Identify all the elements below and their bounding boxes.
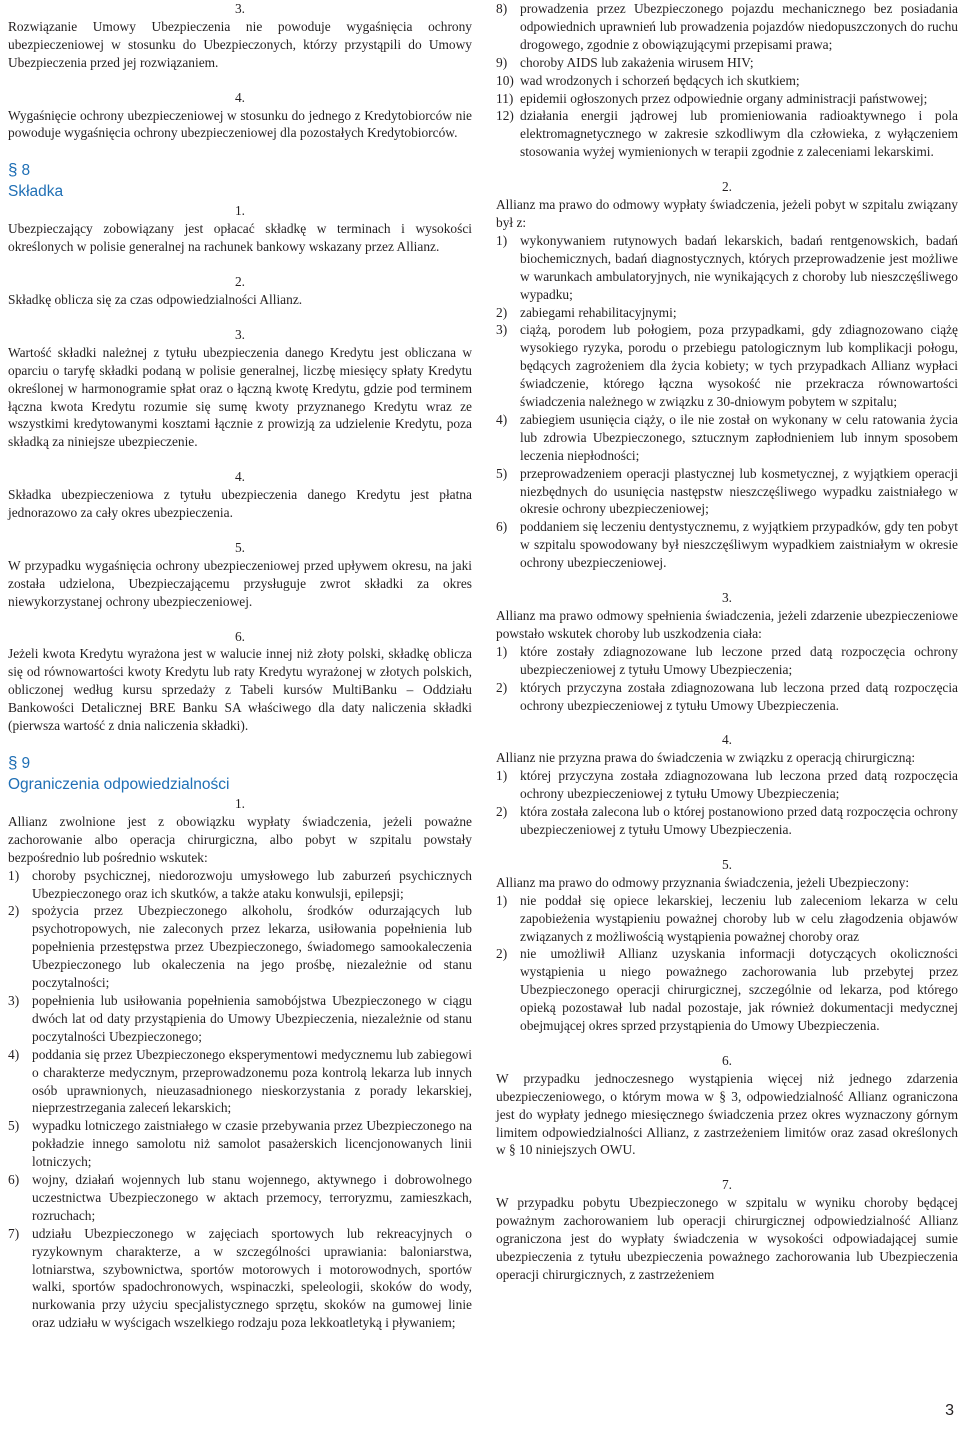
list-item-text: poddania się przez Ubezpieczonego eksperymentowi medycznemu lub zabiegowi o charakterze medycznym, przeprowadzonemu poza kontrolą lekarza lub innych osób uprawnionych, nieuzasadnionego nieskorzystania z porady lekarskiej, nieprzestrzegania zaleceń lekarskich; (32, 1046, 472, 1116)
list-item (8, 867, 472, 903)
list-item (496, 803, 958, 839)
paragraph-text: Allianz ma prawo do odmowy przyznania świadczenia, jeżeli Ubezpieczony: (496, 874, 910, 890)
list-marker: 1) (496, 768, 508, 784)
paragraph-number: 3. (234, 1, 246, 16)
list-item (496, 411, 958, 465)
paragraph-list (496, 767, 958, 839)
list-marker: 6) (496, 519, 508, 535)
list-item-text: wykonywaniem rutynowych badań lekarskich, badań rentgenowskich, badań biochemicznych, badań diagnostycznych, których przeprowadzenie jest możliwe w warunkach ambulatoryjnych, nie wynikających z choroby lub nieszczęśliwego wypadku; (520, 232, 958, 302)
spacer (496, 572, 958, 589)
list-marker: 8) (496, 1, 508, 16)
list-marker: 3) (8, 992, 20, 1008)
paragraph-number: 3. (721, 590, 733, 606)
list-item (496, 321, 958, 411)
paragraph-number: 6. (721, 1052, 733, 1068)
paragraph-number: 3. (234, 326, 246, 342)
paragraph-number: 1. (234, 203, 246, 219)
list-item-text: udziału Ubezpieczonego w zajęciach sportowych lub rekreacyjnych o ryzykownym charakterze, a w szczególności uprawiania: baloniarstwa, lotniarstwa, szybownictwa, sportów motorowych i motorowodnych, sportów walki, sportów spadochronowych, wspinaczki, speleologii, skoków do wody, nurkowania przy użyciu specjalistycznego sprzętu, skoków na gumowej linie oraz udziału w wyścigach wszelkiego rodzaju poza lekkoatletyką i pływaniem; (32, 1225, 472, 1331)
paragraph-number: 4. (721, 732, 733, 748)
right-column (496, 0, 958, 1284)
list-item-text: zabiegami rehabilitacyjnymi; (520, 304, 677, 320)
list-item-text: których przyczyna została zdiagnozowana lub leczona przed datą rozpoczęcia ochrony ubezpieczeniowej z tytułu Umowy Ubezpieczenia. (520, 679, 958, 713)
spacer (496, 161, 958, 178)
list-marker: 6) (8, 1172, 20, 1188)
paragraph-number: 6. (234, 628, 246, 644)
spacer (8, 256, 472, 273)
exclusions-list-continued (496, 0, 958, 161)
section-sign-icon: § (8, 753, 18, 772)
spacer (496, 839, 958, 856)
list-marker: 4) (8, 1046, 20, 1062)
section-sign-icon: § (8, 160, 18, 180)
spacer (496, 714, 958, 731)
paragraph-number: 2. (234, 274, 246, 290)
list-item-text: zabiegiem usunięcia ciąży, o ile nie został on wykonany w celu ratowania życia lub zdrowia Ubezpieczonego, sztucznym zapłodnieniem lub innym sposobem leczenia niepłodności; (520, 411, 958, 463)
list-item-text: wad wrodzonych i schorzeń będących ich skutkiem; (520, 72, 800, 88)
list-marker: 3) (496, 322, 508, 338)
section-9-paragraphs (496, 161, 958, 1284)
list-item (496, 232, 958, 304)
list-item (496, 0, 958, 54)
paragraph-text: Allianz nie przyzna prawa do świadczenia w związku z operacją chirurgiczną: (496, 750, 916, 766)
list-item-text: wypadku lotniczego zaistniałego w czasie przebywania przez Ubezpieczonego na pokładzie innego samolotu niż samolot pasażerskich licencjonowanych linii lotniczych; (32, 1118, 472, 1170)
paragraph-text: Składkę oblicza się za czas odpowiedzialności Allianz. (8, 291, 303, 307)
list-marker: 1) (496, 643, 508, 659)
list-marker: 10) (496, 72, 514, 88)
paragraph-number: 1. (234, 796, 246, 811)
list-item (8, 1046, 472, 1118)
list-marker: 2) (8, 903, 20, 919)
paragraph-text: Składka ubezpieczeniowa z tytułu ubezpieczenia danego Kredytu jest płatna jednorazowo za cały okres ubezpieczenia. (8, 487, 472, 521)
paragraph-list (496, 232, 958, 572)
list-marker: 9) (496, 54, 508, 70)
paragraph-number: 7. (721, 1177, 733, 1193)
section-number: 9 (21, 755, 31, 772)
list-item (8, 1117, 472, 1171)
section-heading (8, 159, 472, 181)
paragraph-text: W przypadku jednoczesnego wystąpienia więcej niż jednego zdarzenia ubezpieczeniowego, o którym mowa w § 3, odpowiedzialność Allianz ograniczona jest do wypłaty jednego miesięcznego świadczenia przez okres wyznaczony górnym limitem odpowiedzialności Allianz, z zastrzeżeniem limitów oraz zasad określonych w § 10 niniejszych OWU. (496, 1070, 958, 1158)
paragraph-number: 5. (234, 539, 246, 555)
paragraph-number: 4. (234, 469, 246, 485)
list-item (496, 54, 958, 72)
spacer (8, 309, 472, 326)
list-item-text: choroby AIDS lub zakażenia wirusem HIV; (520, 54, 754, 70)
list-item (8, 1225, 472, 1332)
paragraph-text: Wygaśnięcie ochrony ubezpieczeniowej w stosunku do jednego z Kredytobiorców nie powoduje wygaśnięcia ochrony ubezpieczeniowej dla pozostałych Kredytobiorców. (8, 107, 472, 141)
list-item-text: przeprowadzeniem operacji plastycznej lub kosmetycznej, z wyjątkiem operacji niezbędnych do usunięcia następstw nieszczęśliwego wypadku zaistniałego w okresie ochrony ubezpieczeniowej; (520, 465, 958, 517)
paragraph-text: Jeżeli kwota Kredytu wyrażona jest w walucie innej niż złoty polski, składkę oblicza się od równowartości kwoty Kredytu lub raty Kredytu wyrażonej w złotych polskich, obliczonej według kursu sprzedaży z Tabeli kursów MultiBanku – Oddziału Bankowości Detalicznej BRE Banku SA właściwego dla daty naliczenia składki (pierwsza wartość z dnia naliczenia składki). (8, 646, 472, 734)
paragraph-list (496, 892, 958, 1035)
spacer (8, 522, 472, 539)
list-item (496, 518, 958, 572)
list-item-text: ciążą, porodem lub połogiem, poza przypadkami, gdy zdiagnozowano ciążę wysokiego ryzyka, porodu o przebiegu patologicznym lub komplikacji połogu, będących zagrożeniem dla życia kobiety; w tych przypadkach Allianz wypłaci świadczenie, którego łączna wysokość nie przekracza równowartości świadczenia należnego w związku z 30-dniowym pobytem w szpitalu; (520, 322, 958, 410)
list-item (496, 643, 958, 679)
paragraph-number: 5. (721, 856, 733, 872)
exclusions-list (8, 867, 472, 1333)
spacer (8, 611, 472, 628)
list-marker: 5) (496, 465, 508, 481)
list-marker: 2) (496, 304, 508, 320)
list-item-text: wojny, działań wojennych lub stanu wojennego, aktywnego i dobrowolnego uczestnictwa Ubezpieczonego w aktach przemocy, terroryzmu, zamieszkach, rozruchach; (32, 1172, 472, 1223)
list-item-text: spożycia przez Ubezpieczonego alkoholu, środków odurzających lub psychotropowych, nie zaleconych przez lekarza, usiłowania popełnienia lub popełnienia przestępstwa przez Ubezpieczonego, świadomego samookaleczenia Ubezpieczonego lub okaleczenia na jego prośbę, niezależnie od stanu poczytalności; (32, 903, 472, 991)
list-item (8, 992, 472, 1046)
list-item-text: nie umożliwił Allianz uzyskania informacji dotyczących okoliczności wystąpienia u niego poważnego zachorowania lub przebytej przez Ubezpieczonego operacji chirurgicznej, szczególnie od lekarza, pod którego opieką pozostawał lub nadal pozostaje, jak również dokumentacji medycznej obejmującej okres sprzed przystąpienia do Umowy Ubezpieczenia. (520, 946, 958, 1034)
spacer (496, 1035, 958, 1052)
list-item-text: działania energii jądrowej lub promieniowania radioaktywnego i pola elektromagnetycznego w zakresie szkodliwym dla człowieka, z wyłączeniem stosowania wyżej wymienionych w terapii zgodnie z zaleceniami lekarskimi. (520, 108, 958, 160)
paragraph-text: Ubezpieczający zobowiązany jest opłacać składkę w terminach i wysokości określonych w polisie generalnej na rachunek bankowy wskazany przez Allianz. (8, 221, 472, 255)
list-item (496, 72, 958, 90)
list-item (496, 892, 958, 946)
spacer (496, 1159, 958, 1176)
list-marker: 5) (8, 1118, 20, 1134)
list-item (496, 107, 958, 161)
list-item-text: epidemii ogłoszonych przez odpowiednie organy administracji państwowej; (520, 90, 928, 106)
list-item-text: poddaniem się leczeniu dentystycznemu, z wyjątkiem przypadków, gdy ten pobyt w szpitalu spowodowany był nieszczęśliwym wypadkiem zaistniałym w okresie ochrony ubezpieczeniowej. (520, 519, 958, 571)
paragraph-text: Rozwiązanie Umowy Ubezpieczenia nie powoduje wygaśnięcia ochrony ubezpieczeniowej w stosunku do Ubezpieczonych, którzy przystąpili do Umowy Ubezpieczenia przed jej rozwiązaniem. (8, 18, 472, 70)
list-item-text: która została zalecona lub o której postanowiono przed datą rozpoczęcia ochrony ubezpieczeniowej z tytułu Umowy Ubezpieczenia. (520, 804, 958, 837)
section-heading (8, 752, 472, 774)
page-number: 3 (945, 1402, 954, 1420)
list-item (8, 1171, 472, 1225)
list-item (496, 679, 958, 715)
list-marker: 2) (496, 946, 508, 962)
list-item (496, 304, 958, 322)
list-item-text: nie poddał się opiece lekarskiej, leczeniu lub zaleceniom lekarza w celu zapobieżenia wystąpieniu poważnej choroby lub w celu złagodzenia objawów związanych z możliwością wystąpienia poważnej choroby oraz (520, 892, 958, 944)
list-item (496, 465, 958, 519)
section-8-paragraphs (8, 202, 472, 735)
paragraph-text: Allianz ma prawo do odmowy wypłaty świadczenia, jeżeli pobyt w szpitalu związany był z: (496, 197, 958, 230)
paragraph-text: W przypadku pobytu Ubezpieczonego w szpitalu w wyniku choroby będącej poważnym zachorowaniem lub operacji chirurgicznej odpowiedzialność Allianz ograniczona jest do wypłaty świadczenia w wysokości odpowiadającej sumie ubezpieczenia z tytułu ubezpieczenia poważnego zachorowania lub Ubezpieczenia operacji chirurgicznych, z zastrzeżeniem (496, 1195, 958, 1282)
list-item-text: choroby psychicznej, niedorozwoju umysłowego lub zaburzeń psychicznych Ubezpieczonego oraz ich skutków, a także ataku konwulsji, epilepsji; (32, 867, 472, 901)
list-item-text: prowadzenia przez Ubezpieczonego pojazdu mechanicznego bez posiadania odpowiednich uprawnień lub prowadzenia pojazdów niedopuszczonych do ruchu drogowego, zgodnie z obowiązującymi przepisami prawa; (520, 1, 958, 52)
list-item-text: które zostały zdiagnozowane lub leczone przed datą rozpoczęcia ochrony ubezpieczeniowej z tytułu Umowy Ubezpieczenia; (520, 643, 958, 677)
paragraph-number: 2. (721, 179, 733, 195)
section-9 (8, 752, 472, 1332)
list-marker: 1) (8, 867, 20, 883)
spacer (8, 451, 472, 468)
list-item (8, 902, 472, 992)
paragraph-text: Allianz ma prawo odmowy spełnienia świadczenia, jeżeli zdarzenie ubezpieczeniowe powstało wskutek choroby lub uszkodzenia ciała: (496, 608, 958, 641)
list-marker: 2) (496, 804, 508, 820)
left-column (8, 0, 472, 1332)
list-marker: 12) (496, 108, 514, 124)
list-marker: 11) (496, 90, 514, 106)
paragraph-number: 4. (234, 89, 246, 105)
list-marker: 1) (496, 232, 508, 248)
list-marker: 1) (496, 892, 508, 908)
list-item-text: popełnienia lub usiłowania popełnienia samobójstwa Ubezpieczonego w ciągu dwóch lat od daty przystąpienia do Umowy Ubezpieczenia, niezależnie od stanu poczytalności Ubezpieczonego; (32, 992, 472, 1044)
list-item (496, 945, 958, 1035)
section-title: Ograniczenia odpowiedzialności (8, 776, 230, 793)
section-8 (8, 159, 472, 735)
list-marker: 4) (496, 411, 508, 427)
paragraph-text: Wartość składki należnej z tytułu ubezpieczenia danego Kredytu jest obliczana w oparciu o taryfę składki podaną w polisie generalnej, liczbę miesięcy spłaty Kredytu określonej w harmonogramie spłat oraz o łączną kwotę Kredytu, gdzie pod terminem łączna kwota Kredytu rozumie się sumę kwoty przyznanego Kredytu wraz ze wszystkimi kredytowanymi kosztami łącznie z prowizją za udzielenie Kredytu, poza składką za niniejsze ubezpieczenie. (8, 344, 472, 450)
list-item-text: której przyczyna została zdiagnozowana lub leczona przed datą rozpoczęcia ochrony ubezpieczeniowej z tytułu Umowy Ubezpieczenia; (520, 768, 958, 802)
list-marker: 7) (8, 1225, 20, 1241)
paragraph-text: Allianz zwolnione jest z obowiązku wypłaty świadczenia, jeżeli poważne zachorowanie albo operacja chirurgiczna, albo pobyt w szpitalu powstały bezpośrednio lub pośrednio wskutek: (8, 813, 472, 865)
list-item (496, 90, 958, 108)
section-number: 8 (21, 162, 31, 180)
list-marker: 2) (496, 679, 508, 695)
paragraph-list (496, 643, 958, 715)
paragraph-text: W przypadku wygaśnięcia ochrony ubezpieczeniowej przed upływem okresu, na jaki została udzielona, Ubezpieczającemu przysługuje zwrot składki za okres niewykorzystanej ochrony ubezpieczeniowej. (8, 557, 472, 609)
list-item (496, 767, 958, 803)
section-title: Składka (8, 183, 64, 201)
